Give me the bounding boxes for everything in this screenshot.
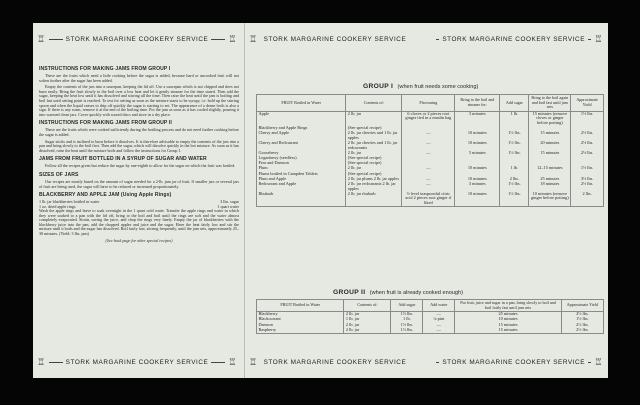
cell-sugar: 1½ lbs. <box>500 151 529 156</box>
cell-fruit: Plum and Apple <box>257 177 346 182</box>
stork-logo-icon: ♖ <box>594 34 603 44</box>
cell-contents: 2 lb. jar <box>344 328 391 334</box>
cell-contents: (See special recipe) <box>346 126 402 131</box>
cell-contents: 2 lb. jar <box>346 151 402 156</box>
section-heading: INSTRUCTIONS FOR MAKING JAMS FROM GROUP II <box>39 120 172 127</box>
cell-sugar: 2 lbs. <box>500 177 529 182</box>
cell-yield: 2½ lbs. <box>561 322 603 327</box>
cell-yield: 2½ lbs. <box>571 182 604 192</box>
cell-simmer: 5 minutes <box>455 151 500 156</box>
column-header: FRUIT Bottled in Water <box>257 300 344 312</box>
column-header: Add sugar <box>391 300 423 312</box>
section-paragraph: Follow all the recipes given but reduce the sugar by one-eighth to allow for the sugar on which the fruit was bottled. <box>45 163 236 169</box>
cell-flav: — <box>402 141 455 151</box>
stork-logo-icon: ♖ <box>228 357 237 367</box>
cell-contents: 2 lb. jar rhubarb <box>346 192 402 207</box>
stork-logo-icon: ♖ <box>228 34 237 44</box>
section-paragraph: Empty the contents of the jars into a saucepan, keeping the lid off. Use a saucepan which is not chipped and does not burn easily. Bring the fruit slowly to the boil over a low heat and let it gently simmer for the time stated. Then add the sugar, keeping the heat low until it has dissolved and stirring all the time. Then raise the heat until the jam is boiling and boil fast until setting point is reached. To test for setting as soon as the mixture starts to be syrupy, i.e. hold up the stirring spoon and when the liquid ceases to drip off quickly the sugar is starting to set. The appearance of a dense froth is also a sign. If there is any scum, remove it at the end of the boiling time. Pot the jam as soon as it has cooled slightly, pouring it into warmed clean jars. Cover quickly with waxed discs and store in a dry place. <box>39 84 239 117</box>
cell-fruit: Blackcurrant <box>257 317 344 322</box>
cell-boil: 15 minutes <box>455 328 561 334</box>
banner-text: STORK MARGARINE COOKERY SERVICE <box>263 36 407 43</box>
cell-contents: 2 lb. jar redcurrants 2 lb. jar apples <box>346 182 402 192</box>
cell-water: ¼ pint <box>423 317 455 322</box>
cell-contents: 2 lb. jar <box>346 166 402 171</box>
group1-table <box>256 94 604 207</box>
instructions-column <box>39 63 239 245</box>
stork-logo-icon: ♖ <box>37 357 46 367</box>
section-paragraph: Our recipes are mostly based on the amount of sugar needed for a 2-lb. jam jar of fruit. If smaller jars or several jars of fruit are being used, the sugar will have to be reduced or increased proportionately. <box>39 178 239 189</box>
cell-boil: 15 minutes (remove cloves or ginger before potting) <box>529 111 571 126</box>
cell-sugar: 1 lb. <box>500 111 529 126</box>
recipe-ingredient: 1 quart water <box>217 203 239 209</box>
cell-contents: (See special recipe) <box>346 156 402 161</box>
banner-top-left <box>37 33 237 46</box>
group1-title: GROUP I (when fruit needs some cooking) <box>363 83 479 90</box>
footnote: (See back page for other special recipes) <box>105 237 173 243</box>
column-header: Approximate Yield <box>561 300 603 312</box>
column-header: Bring to the boil again and boil fast until jam sets <box>529 95 571 112</box>
cell-simmer: 10 minutes <box>455 131 500 141</box>
group2-table <box>256 299 604 334</box>
cell-fruit: Cherry and Apple <box>257 131 346 141</box>
cell-flav: — <box>402 182 455 192</box>
cell-fruit: Cherry and Redcurrant <box>257 141 346 151</box>
cell-contents: (See special recipe) <box>346 171 402 176</box>
column-header: FRUIT Bottled in Water <box>257 95 346 112</box>
cell-sugar: 1½ lbs. <box>500 182 529 192</box>
cell-flav: 6 cloves or 2 pieces root ginger tied in a muslin bag <box>402 111 455 126</box>
cell-flav: — <box>402 177 455 182</box>
column-header: Approximate Yield <box>571 95 604 112</box>
cell-contents: 2 lb. jar cherries and 1 lb. jar apples <box>346 131 402 141</box>
cell-simmer: 10 minutes <box>455 177 500 182</box>
cell-flav: ½ level teaspoonful citric acid 2 pieces root ginger if liked <box>402 192 455 207</box>
section-heading: BLACKBERRY AND APPLE JAM (Using Apple Rings) <box>39 192 172 199</box>
group2-title: GROUP II (when fruit is already cooked enough) <box>333 289 464 296</box>
fold-line <box>244 23 245 378</box>
cell-yield: 1½ lbs. <box>571 111 604 126</box>
cell-simmer: 10 minutes <box>455 141 500 151</box>
cell-yield: 3½ lbs. <box>571 177 604 182</box>
section-paragraph: These are the fruits which need a little cooking before the sugar is added, because hard or uncooked fruit will not soften further after the sugar has been added. <box>39 73 239 83</box>
cell-contents: (See special recipe) <box>346 161 402 166</box>
column-header: Add water <box>423 300 455 312</box>
cell-flav: — <box>402 166 455 171</box>
cell-fruit: Gooseberry <box>257 151 346 156</box>
cell-boil: 25 minutes <box>529 177 571 182</box>
banner-text: STORK MARGARINE COOKERY SERVICE <box>263 359 407 366</box>
recipe-line: 1 lb. jar blackberries bottled in water <box>39 199 100 205</box>
cell-simmer: 10 minutes <box>455 192 500 207</box>
table-row <box>257 111 604 126</box>
cell-sugar: 1½ lbs. <box>391 312 423 318</box>
cell-contents: 2 lb. jar <box>344 312 391 318</box>
cell-yield: 2½ lbs. <box>571 131 604 141</box>
banner-text: STORK MARGARINE COOKERY SERVICE <box>65 36 209 43</box>
table-row <box>257 192 604 207</box>
column-header: Contents of: <box>344 300 391 312</box>
cell-fruit: Loganberry (seedless) <box>257 156 346 161</box>
cell-fruit: Plum <box>257 166 346 171</box>
banner-top-middle <box>249 33 407 46</box>
banner-text: STORK MARGARINE COOKERY SERVICE <box>442 36 586 43</box>
stork-logo-icon: ♖ <box>249 34 258 44</box>
section-heading: JAMS FROM FRUIT BOTTLED IN A SYRUP OF SUGAR AND WATER <box>39 156 207 163</box>
column-header: Contents of: <box>346 95 402 112</box>
cell-sugar: 1½ lbs. <box>391 322 423 327</box>
banner-text: STORK MARGARINE COOKERY SERVICE <box>65 359 209 366</box>
cell-boil: 15 minutes <box>529 151 571 156</box>
cell-yield: 1½ lbs. <box>561 317 603 322</box>
recipe-line: 1 oz. dried apple rings <box>39 203 76 209</box>
cell-fruit: Damson <box>257 322 344 327</box>
cell-boil: 10 minutes (remove ginger before potting) <box>529 192 571 207</box>
banner-bottom-left <box>37 356 237 369</box>
stork-logo-icon: ♖ <box>594 357 603 367</box>
cell-fruit: Blackberry and Apple Rings <box>257 126 346 131</box>
cell-yield: 2½ lbs. <box>561 312 603 318</box>
cell-fruit: Raspberry <box>257 328 344 334</box>
cell-yield: 1½ lbs. <box>571 166 604 171</box>
cell-fruit: Pear and Damson <box>257 161 346 166</box>
column-header: Flavouring <box>402 95 455 112</box>
cell-flav: — <box>402 131 455 141</box>
cell-contents: 2 lb. jar <box>346 111 402 126</box>
banner-bottom-right <box>433 356 603 369</box>
table-row <box>257 328 604 334</box>
cell-boil: 12–15 minutes <box>529 166 571 171</box>
cell-yield: 2½ lbs. <box>561 328 603 334</box>
section-paragraph: These are the fruits which were cooked sufficiently during the bottling process and do not need further cooking before the sugar is added. <box>39 127 239 137</box>
cell-yield: 2½ lbs. <box>571 141 604 151</box>
cell-boil: 18 minutes <box>529 182 571 192</box>
cell-boil: 20 minutes <box>529 141 571 151</box>
cell-fruit: Plums bottled in Campden Tablets <box>257 171 346 176</box>
cell-boil: 15 minutes <box>529 131 571 141</box>
cell-boil: 15 minutes <box>455 322 561 327</box>
cell-sugar: 1½ lbs. <box>391 328 423 334</box>
cell-yield: 2 lbs. <box>571 192 604 207</box>
recipe-ingredient: 3 lbs. sugar <box>220 199 239 205</box>
column-header: Add sugar <box>500 95 529 112</box>
column-header: Put fruit, juice and sugar in a pan, bring slowly to boil and boil fairly fast until jam sets <box>455 300 561 312</box>
cell-water: — <box>423 312 455 318</box>
cell-simmer: 3 minutes <box>455 182 500 192</box>
cell-fruit: Blackberry <box>257 312 344 318</box>
cell-contents: 2 lb. jar <box>344 322 391 327</box>
cell-fruit: Redcurrant and Apple <box>257 182 346 192</box>
leaflet <box>33 23 608 378</box>
cell-contents: 1 lb. jar <box>344 317 391 322</box>
cell-contents: 2 lb. jar plums 2 lb. jar apples <box>346 177 402 182</box>
banner-bottom-middle <box>249 356 407 369</box>
cell-flav: — <box>402 151 455 156</box>
cell-simmer: 10 minutes <box>455 166 500 171</box>
cell-yield: 2½ lbs. <box>571 151 604 156</box>
banner-text: STORK MARGARINE COOKERY SERVICE <box>442 359 586 366</box>
cell-sugar: 1½ lbs. <box>500 131 529 141</box>
cell-contents: 2 lb. jar cherries and 1 lb. jar redcurrants <box>346 141 402 151</box>
cell-fruit: Apple <box>257 111 346 126</box>
cell-simmer: 3 minutes <box>455 111 500 126</box>
cell-sugar: 1 lb. <box>391 317 423 322</box>
cell-sugar: 1½ lbs. <box>500 192 529 207</box>
recipe-line: Wash the apple rings and leave to soak overnight in the 1 quart cold water. Transfer the apple rings and water in which they were soaked to a pan with the lid off, bring to the boil and boil until the rings are soft and the water almost completely evaporated. Strain, saving the juice, and chop the rings very finely. Empty the jar of blackberries with the blackberry juice into the pan, add the chopped apples and juice and the sugar. Have the heat fairly low and stir the mixture until it boils and the sugar has dissolved. Boil fairly fast, stirring frequently, until the jam sets, approximately 25–30 minutes. (Yield: 3 lbs. jam) <box>39 208 239 236</box>
cell-sugar: 1 lb. <box>500 166 529 171</box>
cell-sugar: 1½ lbs. <box>500 141 529 151</box>
section-heading: INSTRUCTIONS FOR MAKING JAMS FROM GROUP I <box>39 66 171 72</box>
cell-boil: 25 minutes <box>455 312 561 318</box>
cell-fruit: Rhubarb <box>257 192 346 207</box>
section-heading: SIZES OF JARS <box>39 171 79 178</box>
stork-logo-icon: ♖ <box>249 357 258 367</box>
banner-top-right <box>433 33 603 46</box>
cell-water: — <box>423 322 455 327</box>
cell-water: — <box>423 328 455 334</box>
stork-logo-icon: ♖ <box>37 34 46 44</box>
cell-boil: 10 minutes <box>455 317 561 322</box>
section-paragraph: Sugar sticks and is inclined to burn before it dissolves. It is therefore advisable to empty the contents of the jars into a pan and bring slowly to the boil first. Then add the sugar, which will dissolve quickly in the hot mixture. As soon as it has dissolved, raise the heat until the mixture boils and follow the instructions for Group I. <box>39 138 239 153</box>
column-header: Bring to the boil and simmer for: <box>455 95 500 112</box>
